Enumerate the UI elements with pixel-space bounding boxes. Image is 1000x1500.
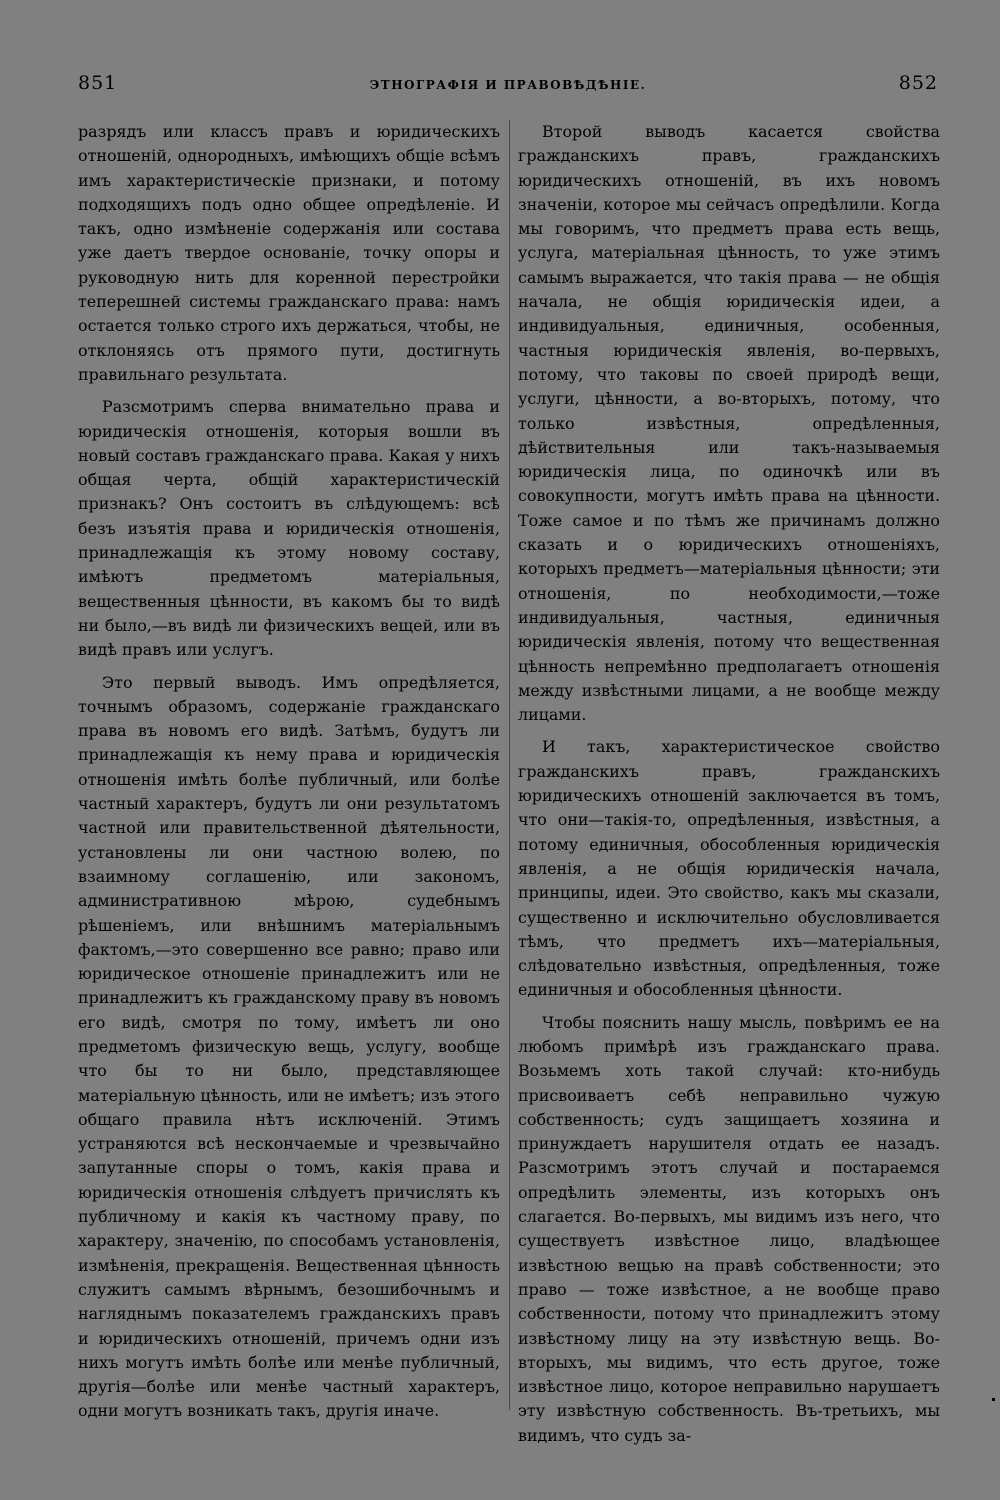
paragraph: Разсмотримъ сперва внимательно права и юридическія отношенія, которыя вошли въ новый составъ гражданскаго права. Какая у нихъ общая черта, общій характеристическій признакъ? Онъ состоитъ въ слѣдующемъ: всѣ безъ изъятія права и юридическія отношенія, принадлежащія къ этому новому составу, имѣютъ предметомъ матеріальныя, вещественныя цѣнности, въ какомъ бы то видѣ ни было,—въ видѣ ли физическихъ вещей, или въ видѣ правъ или услугъ.: [78, 397, 500, 660]
paragraph: И такъ, характеристическое свойство гражданскихъ правъ, гражданскихъ юридическихъ отношеній заключается въ томъ, что они—такія-то, опредѣленныя, извѣстныя, а потому единичныя, обособленныя юридическія явленія, а не общія юридическія начала, принципы, идеи. Это свойство, какъ мы сказали, существенно и исключительно обусловливается тѣмъ, что предметъ ихъ—матеріальныя, слѣдовательно извѣстныя, опредѣленныя, тоже единичныя и обособленныя цѣнности.: [518, 737, 940, 1000]
paragraph: разрядъ или классъ правъ и юридическихъ отношеній, однородныхъ, имѣющихъ общіе всѣмъ имъ характеристическіе признаки, и потому подходящихъ подъ одно общее опредѣленіе. И такъ, одно измѣненіе содержанія или состава уже даетъ твердое основаніе, точку опоры и руководную нить для коренной перестройки теперешней системы гражданскаго права: намъ остается только строго ихъ держаться, чтобы, не отклоняясь отъ прямого пути, достигнуть правильнаго результата.: [78, 122, 500, 384]
left-column: [78, 120, 500, 1424]
scan-speck: [992, 1398, 995, 1401]
paragraph: Второй выводъ касается свойства гражданскихъ правъ, гражданскихъ юридическихъ отношеній, въ ихъ новомъ значеніи, которое мы сейчасъ опредѣлили. Когда мы говоримъ, что предметъ права есть вещь, услуга, матеріальная цѣнность, то уже этимъ самымъ выражается, что такія права — не общія начала, не общія юридическія идеи, а индивидуальныя, единичныя, особенныя, частныя юридическія явленія, во-первыхъ, потому, что таковы по своей природѣ вещи, услуги, цѣнности, а во-вторыхъ, потому, что только извѣстныя, опредѣленныя, дѣйствительныя или такъ-называемыя юридическія лица, по одиночкѣ или въ совокупности, могутъ имѣть права на цѣнности. Тоже самое и по тѣмъ же причинамъ должно сказать и о юридическихъ отношеніяхъ, которыхъ предметъ—матеріальныя цѣнности; эти отношенія, по необходимости,—тоже индивидуальныя, частныя, единичныя юридическія явленія, потому что вещественная цѣнность непремѣнно предполагаетъ отношенія между извѣстными лицами, а не вообще между лицами.: [518, 122, 940, 725]
page-number-right: 852: [898, 72, 938, 94]
running-title: ЭТНОГРАФІЯ И ПРАВОВѢДѢНІЕ.: [369, 78, 647, 92]
right-column: [518, 120, 940, 1448]
column-divider: [509, 120, 510, 1410]
paragraph: Чтобы пояснить нашу мысль, повѣримъ ее на любомъ примѣрѣ изъ гражданскаго права. Возьмемъ хоть такой случай: кто-нибудь присвоиваетъ себѣ неправильно чужую собственность; судъ защищаетъ хозяина и принуждаетъ нарушителя отдать ее назадъ. Разсмотримъ этотъ случай и постараемся опредѣлить элементы, изъ которыхъ онъ слагается. Во-первыхъ, мы видимъ изъ него, что существуетъ извѣстное лицо, владѣющее извѣстною вещью на правѣ собственности; это право — тоже извѣстное, а не вообще право собственности, потому что принадлежитъ этому извѣстному лицу на эту извѣстную вещь. Во-вторыхъ, мы видимъ, что есть другое, тоже извѣстное лицо, которое неправильно нарушаетъ эту извѣстную собственность. Въ-третьихъ, мы видимъ, что судъ за-: [518, 1012, 940, 1445]
page-number-left: 851: [78, 72, 118, 94]
running-header: [78, 72, 938, 102]
paragraph: Это первый выводъ. Имъ опредѣляется, точнымъ образомъ, содержаніе гражданскаго права въ новомъ его видѣ. Затѣмъ, будутъ ли принадлежащія къ нему права и юридическія отношенія имѣть болѣе публичный, или болѣе частный характеръ, будутъ ли они результатомъ частной или правительственной дѣятельности, установлены ли они частною волею, по взаимному соглашенію, или закономъ, административною мѣрою, судебнымъ рѣшеніемъ, или внѣшнимъ матеріальнымъ фактомъ,—это совершенно все равно; право или юридическое отношеніе принадлежитъ или не принадлежитъ къ гражданскому праву въ новомъ его видѣ, смотря по тому, имѣетъ ли оно предметомъ физическую вещь, услугу, вообще что бы то ни было, представляющее матеріальную цѣнность, или не имѣетъ; изъ этого общаго правила нѣтъ исключеній. Этимъ устраняются всѣ нескончаемые и чрезвычайно запутанные споры о томъ, какія права и юридическія отношенія слѣдуетъ причислять къ публичному и какія къ частному праву, по характеру, значенію, по способамъ установленія, измѣненія, прекращенія. Вещественная цѣнность служитъ самымъ вѣрнымъ, безошибочнымъ и нагляднымъ показателемъ гражданскихъ правъ и юридическихъ отношеній, причемъ одни изъ нихъ могутъ имѣть болѣе или менѣе публичный, другія—болѣе или менѣе частный характеръ, одни могутъ возникать такъ, другія иначе.: [78, 672, 500, 1421]
